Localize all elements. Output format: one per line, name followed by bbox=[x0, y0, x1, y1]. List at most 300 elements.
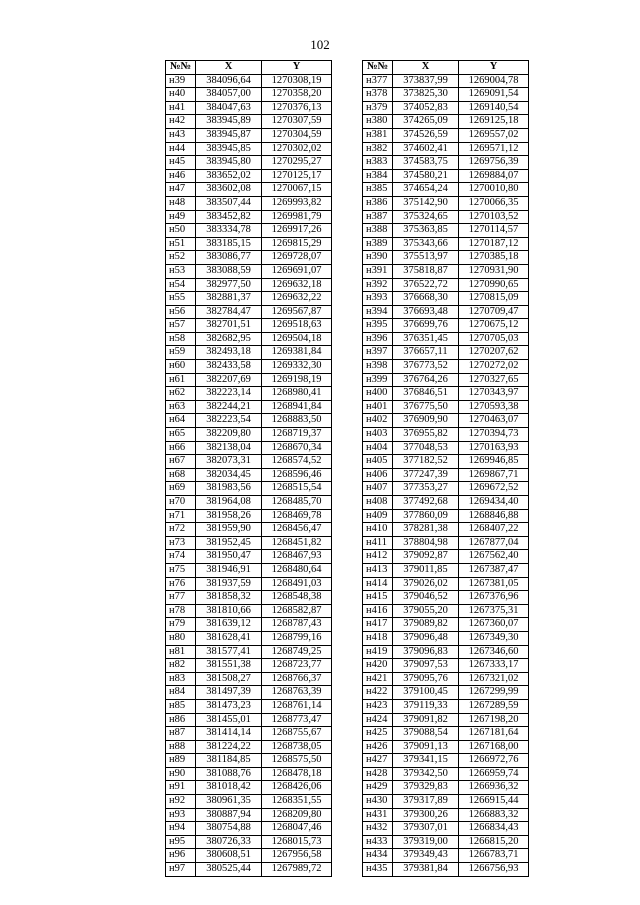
cell-x: 383452,82 bbox=[196, 210, 262, 224]
cell-y: 1269728,07 bbox=[262, 251, 332, 265]
cell-y: 1267289,59 bbox=[459, 699, 529, 713]
cell-x: 381810,66 bbox=[196, 604, 262, 618]
cell-point-number: н92 bbox=[166, 795, 196, 809]
table-row bbox=[166, 373, 332, 387]
cell-x: 382209,80 bbox=[196, 428, 262, 442]
cell-y: 1266972,76 bbox=[459, 754, 529, 768]
table-row bbox=[363, 115, 529, 129]
table-row bbox=[166, 849, 332, 863]
cell-x: 377182,52 bbox=[393, 455, 459, 469]
table-row bbox=[166, 699, 332, 713]
cell-y: 1268491,03 bbox=[262, 577, 332, 591]
cell-x: 381858,32 bbox=[196, 591, 262, 605]
cell-point-number: н82 bbox=[166, 659, 196, 673]
cell-point-number: н80 bbox=[166, 631, 196, 645]
cell-point-number: н406 bbox=[363, 468, 393, 482]
cell-x: 381639,12 bbox=[196, 618, 262, 632]
cell-point-number: н431 bbox=[363, 808, 393, 822]
cell-x: 381950,47 bbox=[196, 550, 262, 564]
cell-point-number: н50 bbox=[166, 224, 196, 238]
table-row bbox=[166, 387, 332, 401]
table-row bbox=[166, 631, 332, 645]
cell-point-number: н415 bbox=[363, 591, 393, 605]
table-row bbox=[166, 835, 332, 849]
cell-point-number: н46 bbox=[166, 169, 196, 183]
table-row bbox=[363, 278, 529, 292]
cell-x: 381088,76 bbox=[196, 767, 262, 781]
table-row bbox=[363, 795, 529, 809]
cell-point-number: н69 bbox=[166, 482, 196, 496]
cell-point-number: н386 bbox=[363, 196, 393, 210]
cell-y: 1269332,30 bbox=[262, 360, 332, 374]
table-row bbox=[363, 781, 529, 795]
cell-y: 1267299,99 bbox=[459, 686, 529, 700]
cell-point-number: н75 bbox=[166, 563, 196, 577]
cell-x: 379349,43 bbox=[393, 849, 459, 863]
table-row bbox=[166, 441, 332, 455]
table-row bbox=[363, 740, 529, 754]
cell-y: 1266959,74 bbox=[459, 767, 529, 781]
cell-y: 1270327,65 bbox=[459, 373, 529, 387]
table-row bbox=[166, 183, 332, 197]
cell-y: 1269434,40 bbox=[459, 496, 529, 510]
table-row bbox=[363, 835, 529, 849]
table-row bbox=[166, 264, 332, 278]
cell-x: 376775,50 bbox=[393, 400, 459, 414]
cell-x: 379341,15 bbox=[393, 754, 459, 768]
cell-point-number: н379 bbox=[363, 101, 393, 115]
cell-x: 376764,26 bbox=[393, 373, 459, 387]
cell-x: 382223,54 bbox=[196, 414, 262, 428]
cell-x: 378804,98 bbox=[393, 536, 459, 550]
cell-y: 1270304,59 bbox=[262, 128, 332, 142]
table-row bbox=[363, 88, 529, 102]
cell-y: 1267376,96 bbox=[459, 591, 529, 605]
table-row bbox=[166, 536, 332, 550]
cell-x: 376693,48 bbox=[393, 305, 459, 319]
cell-x: 381964,08 bbox=[196, 496, 262, 510]
cell-point-number: н49 bbox=[166, 210, 196, 224]
cell-y: 1270343,97 bbox=[459, 387, 529, 401]
cell-point-number: н51 bbox=[166, 237, 196, 251]
cell-y: 1270187,12 bbox=[459, 237, 529, 251]
cell-y: 1270463,07 bbox=[459, 414, 529, 428]
cell-x: 376955,82 bbox=[393, 428, 459, 442]
cell-point-number: н55 bbox=[166, 292, 196, 306]
cell-point-number: н61 bbox=[166, 373, 196, 387]
cell-y: 1268575,50 bbox=[262, 754, 332, 768]
table-row bbox=[363, 210, 529, 224]
table-row bbox=[166, 509, 332, 523]
cell-y: 1269691,07 bbox=[262, 264, 332, 278]
cell-point-number: н426 bbox=[363, 740, 393, 754]
table-row bbox=[166, 142, 332, 156]
table-row bbox=[363, 699, 529, 713]
cell-x: 374583,75 bbox=[393, 156, 459, 170]
cell-y: 1267989,72 bbox=[262, 863, 332, 877]
table-row bbox=[166, 251, 332, 265]
table-row bbox=[166, 713, 332, 727]
cell-x: 381958,26 bbox=[196, 509, 262, 523]
table-row bbox=[166, 88, 332, 102]
cell-y: 1268883,50 bbox=[262, 414, 332, 428]
cell-y: 1270302,02 bbox=[262, 142, 332, 156]
table-row bbox=[166, 468, 332, 482]
cell-x: 374526,59 bbox=[393, 128, 459, 142]
cell-point-number: н388 bbox=[363, 224, 393, 238]
page-number: 102 bbox=[310, 37, 330, 52]
table-row bbox=[363, 400, 529, 414]
cell-y: 1268799,16 bbox=[262, 631, 332, 645]
cell-point-number: н56 bbox=[166, 305, 196, 319]
cell-point-number: н68 bbox=[166, 468, 196, 482]
cell-y: 1269004,78 bbox=[459, 74, 529, 88]
cell-point-number: н382 bbox=[363, 142, 393, 156]
table-row bbox=[363, 591, 529, 605]
table-row bbox=[363, 251, 529, 265]
cell-point-number: н411 bbox=[363, 536, 393, 550]
table-row bbox=[363, 414, 529, 428]
cell-x: 379096,83 bbox=[393, 645, 459, 659]
cell-y: 1268980,41 bbox=[262, 387, 332, 401]
cell-y: 1270010,80 bbox=[459, 183, 529, 197]
table-row bbox=[166, 101, 332, 115]
table-row bbox=[166, 305, 332, 319]
cell-x: 377247,39 bbox=[393, 468, 459, 482]
cell-x: 376522,72 bbox=[393, 278, 459, 292]
cell-x: 383334,78 bbox=[196, 224, 262, 238]
cell-x: 379046,52 bbox=[393, 591, 459, 605]
cell-point-number: н387 bbox=[363, 210, 393, 224]
cell-y: 1270272,02 bbox=[459, 360, 529, 374]
cell-y: 1267321,02 bbox=[459, 672, 529, 686]
cell-y: 1268407,22 bbox=[459, 523, 529, 537]
cell-point-number: н417 bbox=[363, 618, 393, 632]
cell-point-number: н380 bbox=[363, 115, 393, 129]
cell-x: 376773,52 bbox=[393, 360, 459, 374]
table-row bbox=[363, 428, 529, 442]
cell-point-number: н383 bbox=[363, 156, 393, 170]
table-row bbox=[363, 496, 529, 510]
table-row bbox=[363, 849, 529, 863]
cell-x: 376668,30 bbox=[393, 292, 459, 306]
cell-x: 373837,99 bbox=[393, 74, 459, 88]
cell-x: 379100,45 bbox=[393, 686, 459, 700]
cell-point-number: н86 bbox=[166, 713, 196, 727]
table-row bbox=[166, 563, 332, 577]
cell-point-number: н59 bbox=[166, 346, 196, 360]
table-row bbox=[166, 808, 332, 822]
table-row bbox=[363, 332, 529, 346]
cell-point-number: н45 bbox=[166, 156, 196, 170]
cell-point-number: н400 bbox=[363, 387, 393, 401]
cell-y: 1268047,46 bbox=[262, 822, 332, 836]
cell-y: 1266783,71 bbox=[459, 849, 529, 863]
cell-point-number: н422 bbox=[363, 686, 393, 700]
cell-y: 1267198,20 bbox=[459, 713, 529, 727]
cell-y: 1269567,87 bbox=[262, 305, 332, 319]
cell-point-number: н52 bbox=[166, 251, 196, 265]
cell-y: 1268015,73 bbox=[262, 835, 332, 849]
cell-point-number: н94 bbox=[166, 822, 196, 836]
table-row bbox=[363, 713, 529, 727]
table-row bbox=[363, 101, 529, 115]
table-row bbox=[166, 360, 332, 374]
table-row bbox=[166, 74, 332, 88]
cell-x: 382073,31 bbox=[196, 455, 262, 469]
table-row bbox=[363, 523, 529, 537]
table-row bbox=[166, 645, 332, 659]
cell-y: 1268480,64 bbox=[262, 563, 332, 577]
cell-point-number: н76 bbox=[166, 577, 196, 591]
cell-x: 376351,45 bbox=[393, 332, 459, 346]
cell-point-number: н47 bbox=[166, 183, 196, 197]
cell-x: 377048,53 bbox=[393, 441, 459, 455]
cell-point-number: н41 bbox=[166, 101, 196, 115]
cell-y: 1269981,79 bbox=[262, 210, 332, 224]
cell-y: 1268426,06 bbox=[262, 781, 332, 795]
cell-point-number: н421 bbox=[363, 672, 393, 686]
cell-x: 376657,11 bbox=[393, 346, 459, 360]
cell-point-number: н63 bbox=[166, 400, 196, 414]
table-row bbox=[363, 387, 529, 401]
cell-x: 381551,38 bbox=[196, 659, 262, 673]
table-row bbox=[166, 496, 332, 510]
cell-point-number: н66 bbox=[166, 441, 196, 455]
table-row bbox=[166, 237, 332, 251]
cell-point-number: н377 bbox=[363, 74, 393, 88]
cell-y: 1268478,18 bbox=[262, 767, 332, 781]
cell-point-number: н81 bbox=[166, 645, 196, 659]
cell-x: 379307,01 bbox=[393, 822, 459, 836]
cell-point-number: н384 bbox=[363, 169, 393, 183]
cell-point-number: н393 bbox=[363, 292, 393, 306]
table-row bbox=[166, 414, 332, 428]
cell-y: 1267562,40 bbox=[459, 550, 529, 564]
cell-y: 1266883,32 bbox=[459, 808, 529, 822]
cell-point-number: н435 bbox=[363, 863, 393, 877]
cell-point-number: н378 bbox=[363, 88, 393, 102]
table-row bbox=[363, 455, 529, 469]
cell-point-number: н48 bbox=[166, 196, 196, 210]
cell-x: 380608,51 bbox=[196, 849, 262, 863]
cell-y: 1268755,67 bbox=[262, 727, 332, 741]
cell-x: 382493,18 bbox=[196, 346, 262, 360]
cell-point-number: н95 bbox=[166, 835, 196, 849]
table-row bbox=[166, 754, 332, 768]
cell-point-number: н72 bbox=[166, 523, 196, 537]
cell-x: 379011,85 bbox=[393, 563, 459, 577]
table-row bbox=[166, 400, 332, 414]
cell-x: 379119,33 bbox=[393, 699, 459, 713]
table-row bbox=[363, 536, 529, 550]
table-row bbox=[363, 672, 529, 686]
cell-point-number: н43 bbox=[166, 128, 196, 142]
table-row bbox=[363, 441, 529, 455]
cell-point-number: н412 bbox=[363, 550, 393, 564]
table-row bbox=[166, 455, 332, 469]
cell-x: 382034,45 bbox=[196, 468, 262, 482]
cell-x: 381414,14 bbox=[196, 727, 262, 741]
cell-x: 382138,04 bbox=[196, 441, 262, 455]
table-row bbox=[166, 781, 332, 795]
cell-y: 1269815,29 bbox=[262, 237, 332, 251]
cell-point-number: н389 bbox=[363, 237, 393, 251]
cell-x: 375363,85 bbox=[393, 224, 459, 238]
table-row bbox=[166, 767, 332, 781]
header-y: Y bbox=[262, 61, 332, 75]
table-row bbox=[166, 224, 332, 238]
table-row bbox=[166, 659, 332, 673]
table-row bbox=[363, 237, 529, 251]
cell-x: 381018,42 bbox=[196, 781, 262, 795]
cell-y: 1269504,18 bbox=[262, 332, 332, 346]
table-row bbox=[363, 373, 529, 387]
cell-x: 384047,63 bbox=[196, 101, 262, 115]
cell-y: 1268763,39 bbox=[262, 686, 332, 700]
cell-point-number: н432 bbox=[363, 822, 393, 836]
cell-point-number: н42 bbox=[166, 115, 196, 129]
cell-x: 381224,22 bbox=[196, 740, 262, 754]
cell-x: 383507,44 bbox=[196, 196, 262, 210]
cell-y: 1268749,25 bbox=[262, 645, 332, 659]
cell-point-number: н44 bbox=[166, 142, 196, 156]
cell-point-number: н390 bbox=[363, 251, 393, 265]
cell-x: 379096,48 bbox=[393, 631, 459, 645]
cell-y: 1268467,93 bbox=[262, 550, 332, 564]
cell-y: 1268846,88 bbox=[459, 509, 529, 523]
table-row bbox=[166, 591, 332, 605]
cell-x: 383086,77 bbox=[196, 251, 262, 265]
table-row bbox=[166, 128, 332, 142]
cell-x: 374580,21 bbox=[393, 169, 459, 183]
cell-x: 382701,51 bbox=[196, 319, 262, 333]
cell-x: 374602,41 bbox=[393, 142, 459, 156]
cell-x: 384096,64 bbox=[196, 74, 262, 88]
cell-y: 1268548,38 bbox=[262, 591, 332, 605]
header-point-number: №№ bbox=[363, 61, 393, 75]
cell-point-number: н394 bbox=[363, 305, 393, 319]
cell-y: 1266915,44 bbox=[459, 795, 529, 809]
cell-y: 1269632,18 bbox=[262, 278, 332, 292]
cell-point-number: н57 bbox=[166, 319, 196, 333]
table-row bbox=[363, 468, 529, 482]
cell-y: 1267168,00 bbox=[459, 740, 529, 754]
table-header-row bbox=[363, 61, 529, 75]
cell-x: 383945,85 bbox=[196, 142, 262, 156]
cell-y: 1269884,07 bbox=[459, 169, 529, 183]
table-row bbox=[363, 346, 529, 360]
table-row bbox=[363, 196, 529, 210]
cell-x: 383945,87 bbox=[196, 128, 262, 142]
cell-point-number: н39 bbox=[166, 74, 196, 88]
cell-x: 382433,58 bbox=[196, 360, 262, 374]
header-y: Y bbox=[459, 61, 529, 75]
cell-y: 1270308,19 bbox=[262, 74, 332, 88]
cell-x: 376909,90 bbox=[393, 414, 459, 428]
cell-x: 381577,41 bbox=[196, 645, 262, 659]
cell-y: 1270931,90 bbox=[459, 264, 529, 278]
cell-y: 1270990,65 bbox=[459, 278, 529, 292]
cell-y: 1270066,35 bbox=[459, 196, 529, 210]
table-row bbox=[166, 523, 332, 537]
table-row bbox=[363, 224, 529, 238]
cell-x: 382244,21 bbox=[196, 400, 262, 414]
cell-x: 382207,69 bbox=[196, 373, 262, 387]
cell-y: 1269672,52 bbox=[459, 482, 529, 496]
table-header-row bbox=[166, 61, 332, 75]
cell-y: 1270385,18 bbox=[459, 251, 529, 265]
cell-point-number: н60 bbox=[166, 360, 196, 374]
cell-point-number: н419 bbox=[363, 645, 393, 659]
cell-point-number: н53 bbox=[166, 264, 196, 278]
cell-y: 1270675,12 bbox=[459, 319, 529, 333]
table-row bbox=[363, 128, 529, 142]
cell-x: 379092,87 bbox=[393, 550, 459, 564]
cell-x: 383602,08 bbox=[196, 183, 262, 197]
cell-point-number: н423 bbox=[363, 699, 393, 713]
cell-x: 381983,56 bbox=[196, 482, 262, 496]
cell-y: 1268941,84 bbox=[262, 400, 332, 414]
table-row bbox=[166, 278, 332, 292]
cell-x: 381959,90 bbox=[196, 523, 262, 537]
cell-y: 1269993,82 bbox=[262, 196, 332, 210]
cell-point-number: н83 bbox=[166, 672, 196, 686]
cell-y: 1268515,54 bbox=[262, 482, 332, 496]
cell-x: 376699,76 bbox=[393, 319, 459, 333]
cell-y: 1270163,93 bbox=[459, 441, 529, 455]
cell-y: 1269557,02 bbox=[459, 128, 529, 142]
cell-y: 1268670,34 bbox=[262, 441, 332, 455]
cell-y: 1269571,12 bbox=[459, 142, 529, 156]
table-row bbox=[363, 360, 529, 374]
cell-x: 379026,02 bbox=[393, 577, 459, 591]
table-row bbox=[363, 183, 529, 197]
cell-x: 378281,38 bbox=[393, 523, 459, 537]
cell-point-number: н89 bbox=[166, 754, 196, 768]
cell-y: 1270103,52 bbox=[459, 210, 529, 224]
cell-y: 1267375,31 bbox=[459, 604, 529, 618]
cell-y: 1270394,73 bbox=[459, 428, 529, 442]
table-row bbox=[363, 482, 529, 496]
cell-point-number: н87 bbox=[166, 727, 196, 741]
cell-point-number: н398 bbox=[363, 360, 393, 374]
cell-y: 1269140,54 bbox=[459, 101, 529, 115]
cell-point-number: н395 bbox=[363, 319, 393, 333]
cell-point-number: н425 bbox=[363, 727, 393, 741]
cell-x: 379088,54 bbox=[393, 727, 459, 741]
cell-y: 1269632,22 bbox=[262, 292, 332, 306]
table-row bbox=[363, 631, 529, 645]
cell-y: 1268766,37 bbox=[262, 672, 332, 686]
cell-point-number: н62 bbox=[166, 387, 196, 401]
cell-point-number: н88 bbox=[166, 740, 196, 754]
cell-x: 375818,87 bbox=[393, 264, 459, 278]
cell-y: 1270815,09 bbox=[459, 292, 529, 306]
cell-y: 1270114,57 bbox=[459, 224, 529, 238]
cell-point-number: н407 bbox=[363, 482, 393, 496]
header-point-number: №№ bbox=[166, 61, 196, 75]
cell-x: 377353,27 bbox=[393, 482, 459, 496]
cell-x: 382682,95 bbox=[196, 332, 262, 346]
cell-x: 381946,91 bbox=[196, 563, 262, 577]
cell-y: 1268574,52 bbox=[262, 455, 332, 469]
cell-x: 377860,09 bbox=[393, 509, 459, 523]
table-row bbox=[166, 672, 332, 686]
cell-point-number: н418 bbox=[363, 631, 393, 645]
cell-y: 1268738,05 bbox=[262, 740, 332, 754]
cell-y: 1267387,47 bbox=[459, 563, 529, 577]
